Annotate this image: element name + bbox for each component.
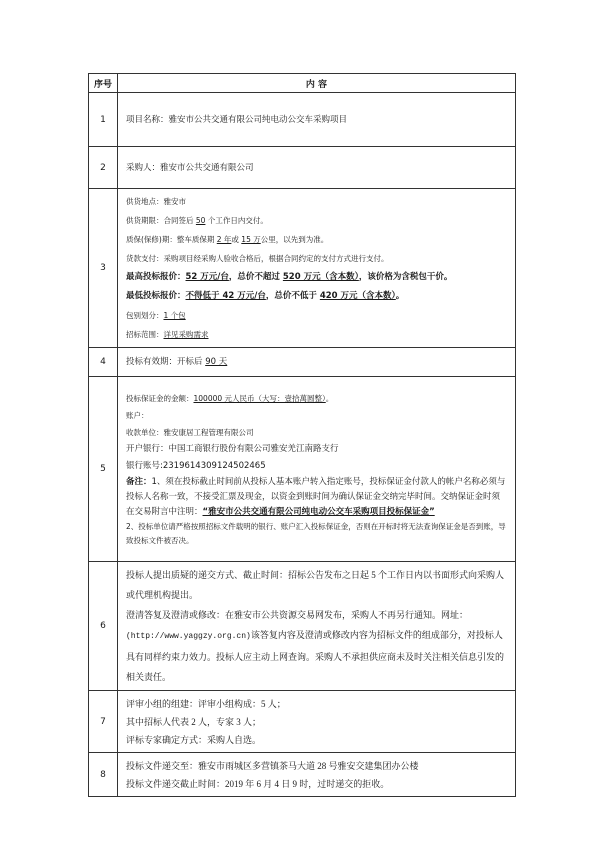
committee-size: 评审小组的组建：评审小组构成：5 人；	[126, 698, 286, 709]
bond-account-number: 银行账号:2319614309124502465	[126, 461, 266, 471]
objections-clarifications	[118, 562, 516, 691]
clarification-effect: 该答复内容及澄清或修改内容为招标文件的组成部分，对投标人具有同样约束力效力。投标人应主动上网查询。采购人不承担供应商未及时关注相关信息引发的相关责任。	[126, 630, 505, 682]
warranty-years: 2 年	[216, 235, 232, 244]
supply-terms	[118, 189, 516, 348]
validity-label: 投标有效期：开标后	[126, 357, 206, 367]
max-bid-price	[126, 268, 507, 287]
bond-amount-suffix: 。	[325, 394, 334, 403]
delivery-period	[126, 211, 507, 230]
project-name	[118, 93, 516, 147]
purchaser	[118, 147, 516, 189]
row-number: 2	[89, 147, 118, 189]
header-content: 内 容	[118, 74, 516, 93]
row-number: 4	[89, 348, 118, 377]
table-header-row	[89, 74, 516, 93]
scope-value: 详见采购需求	[163, 330, 209, 339]
scope-label: 招标范围：	[126, 330, 164, 339]
min-label: 最低投标报价：	[126, 291, 186, 301]
period-label: 供货期限：合同签后	[126, 216, 196, 225]
bid-submission	[118, 753, 516, 797]
period-value: 50	[195, 216, 206, 225]
delivery-location: 供货地点：雅安市	[126, 197, 186, 206]
clarification-text: 澄清答复及澄清或修改：在雅安市公共资源交易网发布，采购人不再另行通知。网址：	[126, 610, 469, 620]
period-suffix: 个工作日内交付。	[205, 216, 268, 225]
warranty-label: 质保(保修)期：整车质保期	[126, 235, 217, 244]
row-number: 1	[89, 93, 118, 147]
table-row	[89, 147, 516, 189]
bond-payee: 收款单位：雅安康居工程管理有限公司	[126, 428, 254, 437]
bond-bank: 开户银行：中国工商银行股份有限公司雅安羌江南路支行	[126, 444, 339, 454]
max-label: 最高投标报价：	[126, 272, 186, 282]
bond-note	[126, 475, 507, 520]
bond-amount-label: 投标保证金的金额：	[126, 394, 194, 403]
table-row	[89, 377, 516, 562]
package-division	[126, 306, 507, 325]
bond-account: 账户：	[126, 411, 149, 420]
min-unit-price: 不得低于 42 万元/台	[185, 291, 266, 301]
row-number: 5	[89, 377, 118, 562]
package-label: 包别划分：	[126, 311, 164, 320]
review-committee	[118, 691, 516, 753]
bond-amount	[126, 390, 507, 407]
row-number: 6	[89, 562, 118, 691]
min-bid-price	[126, 287, 507, 306]
note-quote: “雅安市公共交通有限公司纯电动公交车采购项目投标保证金”	[202, 507, 435, 517]
header-seq: 序号	[89, 74, 118, 93]
min-suffix: 。	[395, 291, 405, 301]
table-row	[89, 562, 516, 691]
objection-method: 投标人提出质疑的递交方式、截止时间：招标公告发布之日起 5 个工作日内以书面形式向采购人或代理机构提出。	[126, 570, 505, 600]
tender-table	[88, 73, 516, 797]
note-label: 备注：	[126, 477, 152, 487]
trading-website-url: (http://www.yaggzy.org.cn)	[126, 632, 251, 641]
table-row	[89, 93, 516, 147]
table-row	[89, 348, 516, 377]
project-name-text: 项目名称：雅安市公共交通有限公司纯电动公交车采购项目	[126, 114, 348, 125]
committee-members: 其中招标人代表 2 人，专家 3 人；	[126, 716, 262, 727]
bond-amount-value: 100000 元人民币（大写：壹拾萬圆整）	[193, 394, 326, 403]
bid-bond	[118, 377, 516, 562]
bond-note-2: 2、投标单位请严格按照招标文件载明的银行、账户汇入投标保证金，否则在开标时将无法查询保证金是否到账，导致投标文件被否决。	[126, 522, 506, 545]
row-number: 7	[89, 691, 118, 753]
warranty-or: 或	[231, 235, 242, 244]
max-suffix: ，该价格为含税包干价。	[358, 272, 453, 282]
warranty-km: 15 万	[241, 235, 261, 244]
row-number: 3	[89, 189, 118, 348]
min-total: 420 万元（含本数）	[319, 291, 396, 301]
payment-terms: 货款支付：采购项目经采购人验收合格后，根据合同约定的支付方式进行支付。	[126, 254, 389, 263]
submission-address: 投标文件递交至：雅安市雨城区多营镇茶马大道 28 号雅安交建集团办公楼	[126, 760, 419, 771]
package-value: 1 个包	[163, 311, 186, 320]
submission-deadline: 投标文件递交截止时间：2019 年 6 月 4 日 9 时，过时递交的拒收。	[126, 778, 390, 789]
max-mid: ，总价不超过	[228, 272, 283, 282]
row-number: 8	[89, 753, 118, 797]
table-row	[89, 691, 516, 753]
max-unit-price: 52 万元/台	[185, 272, 229, 282]
purchaser-text: 采购人：雅安市公共交通有限公司	[126, 162, 254, 173]
note-text: 1、须在投标截止时间前从投标人基本账户转入指定账号，投标保证金付款人的帐户名称必须与投标人名称一致，不接受汇票及现金，以资金到账时间为确认保证金交纳完毕时间。交纳保证金时须在交易附言中注明：	[126, 477, 506, 517]
min-mid: ，总价不低于	[265, 291, 320, 301]
max-total: 520 万元（含本数）	[282, 272, 359, 282]
warranty	[126, 230, 507, 249]
expert-selection: 评标专家确定方式：采购人自选。	[126, 734, 262, 745]
table-row	[89, 753, 516, 797]
clarification-info	[126, 605, 507, 687]
bid-scope	[126, 325, 507, 344]
bid-validity	[118, 348, 516, 377]
validity-value: 90 天	[205, 357, 228, 367]
warranty-suffix: 公里，以先到为准。	[260, 235, 329, 244]
table-row	[89, 189, 516, 348]
